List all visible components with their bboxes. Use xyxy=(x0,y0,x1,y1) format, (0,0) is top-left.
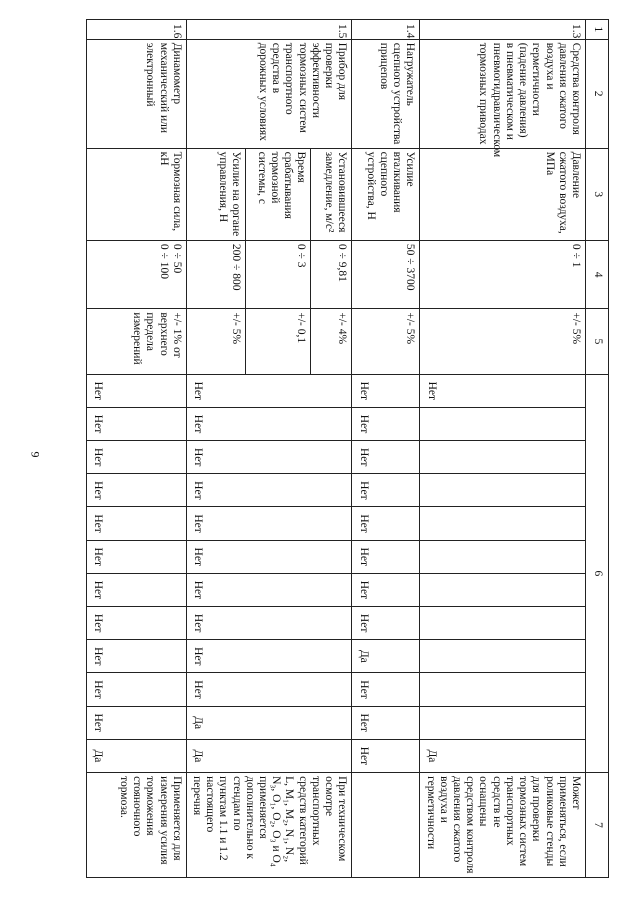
category-cell: Нет xyxy=(86,607,186,640)
category-cell: Нет xyxy=(86,374,186,407)
row-number: 1.6 xyxy=(86,20,186,40)
category-cell xyxy=(420,706,586,739)
category-cell: Да xyxy=(86,739,186,772)
category-cell: Да xyxy=(186,739,352,772)
category-cell: Нет xyxy=(86,507,186,540)
category-cell: Нет xyxy=(352,540,420,573)
parameter-cell: Давление сжатого воздуха, МПа xyxy=(420,148,586,240)
error-cell: +/- 1% от верхнего предела измерений xyxy=(86,309,186,374)
category-cell xyxy=(420,407,586,440)
category-cell: Да xyxy=(186,706,352,739)
range-cell: 200 ÷ 800 xyxy=(186,240,246,308)
header-col-1: 1 xyxy=(586,20,609,40)
note-cell: При техническом осмотре транспортных средств категорий L, M₁, M₂, N₁, N₂, N₃, O₁, O₂, O₃ и O₄ применяется дополнительно к стендам по пунктам 1.1 и 1.2 настоящего перечня xyxy=(186,773,352,878)
range-cell: 0 ÷ 9,81 xyxy=(311,240,352,308)
row-number: 1.3 xyxy=(420,20,586,40)
range-cell: 0 ÷ 3 xyxy=(246,240,311,308)
category-cell: Нет xyxy=(186,673,352,706)
header-col-2: 2 xyxy=(586,39,609,148)
instrument-name: Средства контроля давления сжатого воздуха и герметичности (падение давления) в пневматическом и пневмогидравлическом тормозных приводах xyxy=(420,39,586,148)
category-cell: Нет xyxy=(186,573,352,606)
category-cell: Да xyxy=(420,739,586,772)
category-cell: Нет xyxy=(352,739,420,772)
note-cell: Может применяться, если роликовые стенды для проверки тормозных систем транспортных средств не оснащены средством контроля давления сжатого воздуха и герметичности xyxy=(420,773,586,878)
category-cell: Нет xyxy=(352,441,420,474)
header-col-7: 7 xyxy=(586,773,609,878)
category-cell: Нет xyxy=(86,640,186,673)
page-number: 9 xyxy=(28,451,43,458)
category-cell: Нет xyxy=(352,507,420,540)
category-cell xyxy=(420,607,586,640)
error-cell: +/- 4% xyxy=(311,309,352,374)
instrument-name: Прибор для проверки эффективности тормозных систем транспортного средства в дорожных условиях xyxy=(186,39,352,148)
parameter-cell: Время срабатывания тормозной системы, с xyxy=(246,148,311,240)
category-cell: Нет xyxy=(86,441,186,474)
error-cell: +/- 0,1 xyxy=(246,309,311,374)
table-row xyxy=(352,20,420,878)
category-cell: Нет xyxy=(186,607,352,640)
category-cell: Нет xyxy=(420,374,586,407)
category-cell: Нет xyxy=(86,706,186,739)
category-cell xyxy=(420,573,586,606)
parameter-cell: Установившееся замедление, м/с² xyxy=(311,148,352,240)
range-cell: 0 ÷ 1 xyxy=(420,240,586,308)
range-cell: 50 ÷ 3700 xyxy=(352,240,420,308)
note-cell xyxy=(352,773,420,878)
category-cell xyxy=(420,640,586,673)
category-cell: Нет xyxy=(352,407,420,440)
category-cell: Нет xyxy=(352,474,420,507)
category-cell: Да xyxy=(352,640,420,673)
category-cell: Нет xyxy=(86,474,186,507)
table-row xyxy=(420,20,586,878)
parameter-cell: Тормозная сила, кН xyxy=(86,148,186,240)
category-cell: Нет xyxy=(186,540,352,573)
instrument-name: Динамометр механический или электронный xyxy=(86,39,186,148)
category-cell: Нет xyxy=(186,374,352,407)
range-cell: 0 ÷ 50 0 ÷ 100 xyxy=(86,240,186,308)
error-cell: +/- 5% xyxy=(420,309,586,374)
header-col-5: 5 xyxy=(586,309,609,374)
category-cell xyxy=(420,507,586,540)
rotated-page xyxy=(91,19,609,878)
category-cell: Нет xyxy=(186,474,352,507)
table-wrapper xyxy=(91,19,609,878)
category-cell: Нет xyxy=(186,441,352,474)
category-cell: Нет xyxy=(352,673,420,706)
category-cell xyxy=(420,673,586,706)
table-row xyxy=(86,20,186,878)
category-cell: Нет xyxy=(352,607,420,640)
header-row xyxy=(586,20,609,878)
category-cell xyxy=(420,441,586,474)
category-cell: Нет xyxy=(86,673,186,706)
category-cell: Нет xyxy=(352,573,420,606)
note-cell: Применяется для измерения усилия торможения стояночного тормоза. xyxy=(86,773,186,878)
category-cell: Нет xyxy=(186,407,352,440)
category-cell xyxy=(420,540,586,573)
category-cell xyxy=(420,474,586,507)
header-col-4: 4 xyxy=(586,240,609,308)
header-col-6: 6 xyxy=(586,374,609,772)
category-cell: Нет xyxy=(186,640,352,673)
category-cell: Нет xyxy=(86,573,186,606)
instrument-name: Нагружатель сцепного устройства прицепов xyxy=(352,39,420,148)
parameter-cell: Усилие на органе управления, Н xyxy=(186,148,246,240)
parameter-cell: Усилие вталкивания сцепного устройства, Н xyxy=(352,148,420,240)
error-cell: +/- 5% xyxy=(352,309,420,374)
row-number: 1.5 xyxy=(186,20,352,40)
category-cell: Нет xyxy=(352,374,420,407)
category-cell: Нет xyxy=(86,540,186,573)
table-row xyxy=(311,20,352,878)
header-col-3: 3 xyxy=(586,148,609,240)
category-cell: Нет xyxy=(352,706,420,739)
category-cell: Нет xyxy=(186,507,352,540)
error-cell: +/- 5% xyxy=(186,309,246,374)
row-number: 1.4 xyxy=(352,20,420,40)
equipment-table xyxy=(86,19,609,878)
category-cell: Нет xyxy=(86,407,186,440)
